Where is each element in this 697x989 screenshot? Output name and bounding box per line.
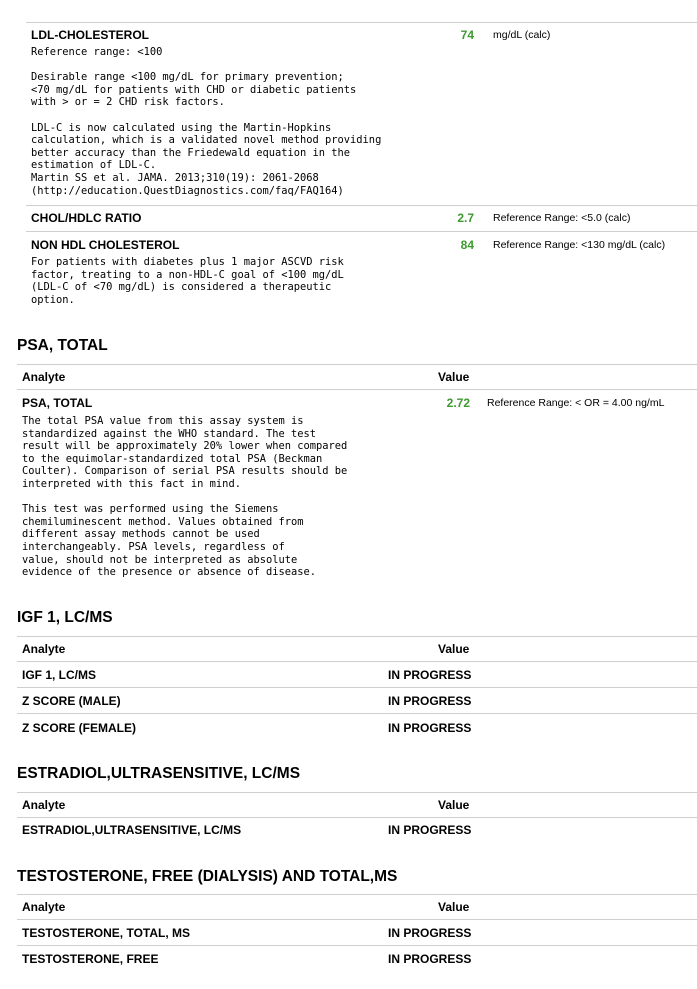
section-title: TESTOSTERONE, FREE (DIALYSIS) AND TOTAL,MS	[17, 868, 398, 885]
result-value: 2.72	[446, 396, 470, 410]
row-divider	[26, 231, 697, 232]
section-title: IGF 1, LC/MS	[17, 609, 113, 626]
section-title: PSA, TOTAL	[17, 337, 108, 354]
analyte-name: PSA, TOTAL	[22, 396, 93, 410]
status-in-progress: IN PROGRESS	[388, 668, 472, 682]
column-header-analyte: Analyte	[22, 642, 66, 656]
analyte-name: TESTOSTERONE, FREE	[22, 952, 159, 966]
row-divider	[17, 713, 697, 714]
analyte-name: ESTRADIOL,ULTRASENSITIVE, LC/MS	[22, 823, 242, 837]
column-header-analyte: Analyte	[22, 370, 66, 384]
analyte-name: LDL-CHOLESTEROL	[31, 28, 149, 42]
header-divider	[17, 389, 697, 390]
row-divider	[17, 945, 697, 946]
analyte-note: The total PSA value from this assay system is standardized against the WHO standard. The test result will be approximately 20% lower when compared to the equimolar-standardized total PSA (Beckman Coulter). Comparison of serial PSA results should be interpreted with this fact in mind. This test was performed using the Siemens chemiluminescent method. Values obtained from different assay methods cannot be used interchangeably. PSA levels, regardless of value, should not be interpreted as absolute evidence of the presence or absence of disease.	[22, 415, 348, 579]
row-divider	[26, 205, 697, 206]
result-value: 2.7	[457, 211, 474, 225]
status-in-progress: IN PROGRESS	[388, 952, 472, 966]
status-in-progress: IN PROGRESS	[388, 823, 472, 837]
reference-range: Reference Range: <130 mg/dL (calc)	[493, 239, 666, 251]
header-divider	[17, 661, 697, 662]
header-divider	[17, 919, 697, 920]
analyte-note: For patients with diabetes plus 1 major ASCVD risk factor, treating to a non-HDL-C goal of <100 mg/dL (LDL-C of <70 mg/dL) is considered a therapeutic option.	[31, 256, 344, 306]
column-header-value: Value	[438, 900, 470, 914]
analyte-name: NON HDL CHOLESTEROL	[31, 238, 180, 252]
reference-range: mg/dL (calc)	[493, 29, 551, 41]
result-value: 74	[460, 28, 474, 42]
header-divider	[17, 792, 697, 793]
result-value: 84	[460, 238, 474, 252]
reference-range: Reference Range: <5.0 (calc)	[493, 212, 631, 224]
reference-range: Reference Range: < OR = 4.00 ng/mL	[487, 397, 665, 409]
row-divider	[26, 22, 697, 23]
analyte-name: Z SCORE (MALE)	[22, 694, 121, 708]
section-title: ESTRADIOL,ULTRASENSITIVE, LC/MS	[17, 765, 301, 782]
analyte-note: Reference range: <100 Desirable range <100 mg/dL for primary prevention; <70 mg/dL for patients with CHD or diabetic patients with > or = 2 CHD risk factors. LDL-C is now calculated using the Martin-Hopkins calculation, which is a validated novel method providing better accuracy than the Friedewald equation in the estimation of LDL-C. Martin SS et al. JAMA. 2013;310(19): 2061-2068 (http://education.QuestDiagnostics.com/faq/FAQ164)	[31, 46, 382, 197]
header-divider	[17, 817, 697, 818]
column-header-analyte: Analyte	[22, 900, 66, 914]
column-header-value: Value	[438, 798, 470, 812]
analyte-name: CHOL/HDLC RATIO	[31, 211, 142, 225]
header-divider	[17, 364, 697, 365]
column-header-analyte: Analyte	[22, 798, 66, 812]
column-header-value: Value	[438, 370, 470, 384]
status-in-progress: IN PROGRESS	[388, 694, 472, 708]
analyte-name: TESTOSTERONE, TOTAL, MS	[22, 926, 191, 940]
row-divider	[17, 687, 697, 688]
status-in-progress: IN PROGRESS	[388, 721, 472, 735]
header-divider	[17, 894, 697, 895]
header-divider	[17, 636, 697, 637]
analyte-name: IGF 1, LC/MS	[22, 668, 97, 682]
column-header-value: Value	[438, 642, 470, 656]
status-in-progress: IN PROGRESS	[388, 926, 472, 940]
analyte-name: Z SCORE (FEMALE)	[22, 721, 136, 735]
